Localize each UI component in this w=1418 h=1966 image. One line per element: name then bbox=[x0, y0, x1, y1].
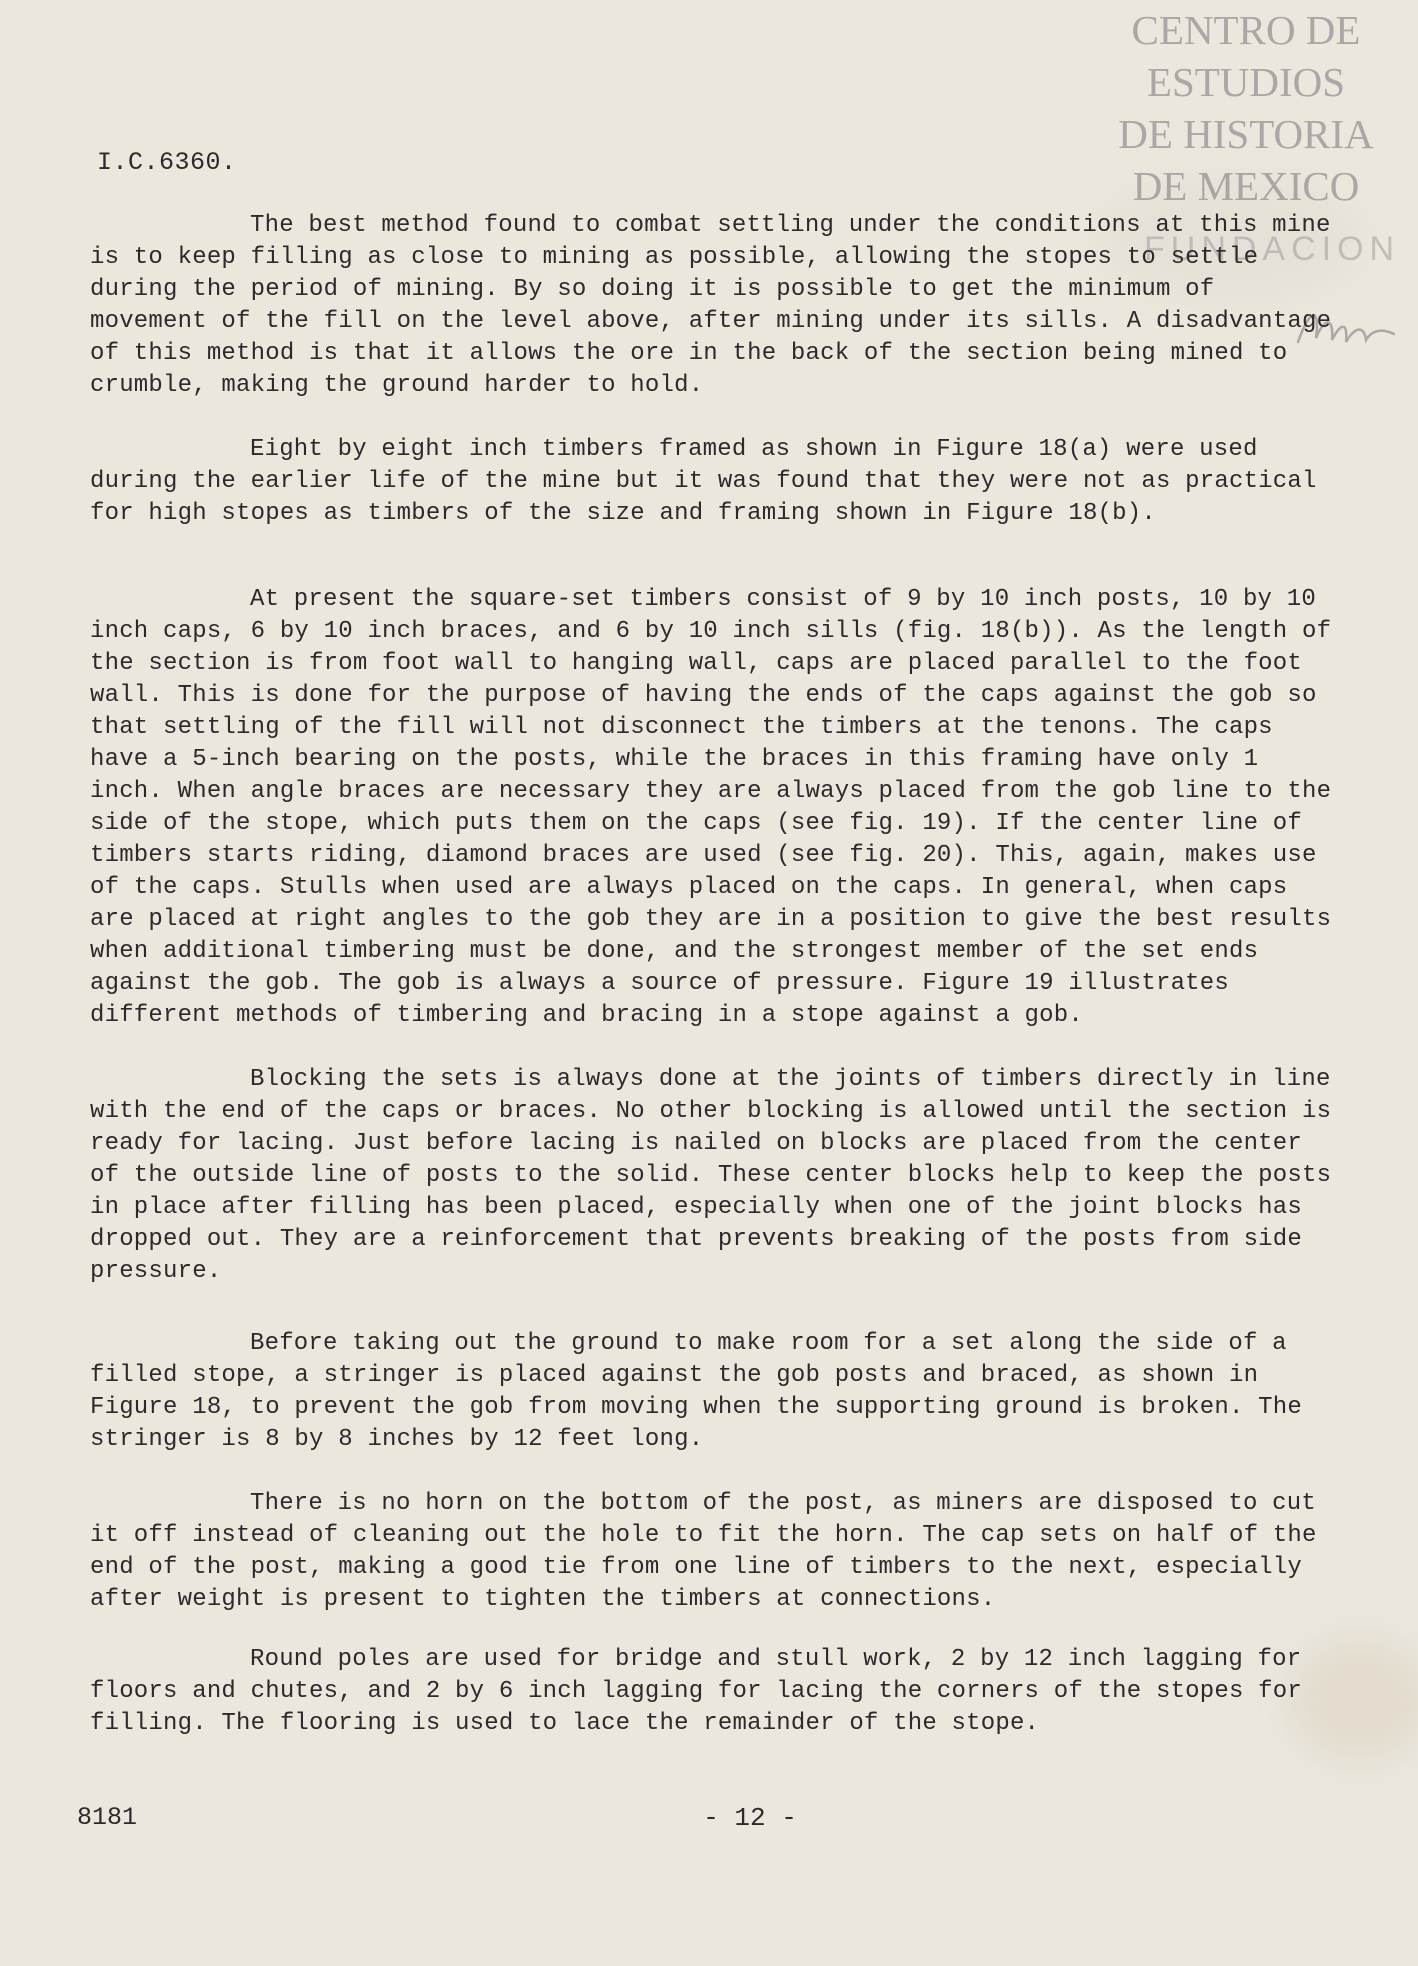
document-id: I.C.6360. bbox=[97, 148, 237, 177]
page-number: - 12 - bbox=[703, 1803, 797, 1833]
body-paragraph: Eight by eight inch timbers framed as shown in Figure 18(a) were used during the earlier life of the mine but it was found that they were not as practical for high stopes as timbers of the size and framing shown in Figure 18(b). bbox=[90, 436, 1317, 527]
watermark-line: ESTUDIOS bbox=[1146, 59, 1346, 105]
footer-code: 8181 bbox=[77, 1803, 138, 1832]
watermark-line: CENTRO DE bbox=[1131, 7, 1361, 53]
watermark-foundation: FUNDACION bbox=[1144, 230, 1401, 268]
archive-watermark bbox=[1096, 4, 1401, 268]
body-paragraph: There is no horn on the bottom of the post, as miners are disposed to cut it off instead of cleaning out the hole to fit the horn. The cap sets on half of the end of the post, making a good tie from one line of timbers to the next, especially after weight is present to tighten the timbers at connections. bbox=[90, 1490, 1317, 1613]
body-paragraph: Round poles are used for bridge and stull work, 2 by 12 inch lagging for floors and chutes, and 2 by 6 inch lagging for lacing the corners of the stopes for filling. The flooring is used to lace the remainder of the stope. bbox=[90, 1646, 1302, 1737]
watermark-line: DE MEXICO bbox=[1132, 163, 1360, 209]
body-paragraph: Blocking the sets is always done at the joints of timbers directly in line with the end of the caps or braces. No other blocking is allowed until the section is ready for lacing. Just before lacing is nailed on blocks are placed from the center of the outside line of posts to the solid. These center blocks help to keep the posts in place after filling has been placed, especially when one of the joint blocks has dropped out. They are a reinforcement that prevents breaking of the posts from side pressure. bbox=[90, 1066, 1332, 1285]
watermark-line: DE HISTORIA bbox=[1118, 111, 1374, 157]
body-paragraph: The best method found to combat settling under the conditions at this mine is to keep filling as close to mining as possible, allowing the stopes to settle during the period of mining. By so doing it is possible to get the minimum of movement of the fill on the level above, after mining under its sills. A disadvantage of this method is that it allows the ore in the back of the section being mined to crumble, making the ground harder to hold. bbox=[90, 212, 1332, 399]
document-body bbox=[90, 210, 1340, 1740]
body-paragraph: Before taking out the ground to make room for a set along the side of a filled stope, a stringer is placed against the gob posts and braced, as shown in Figure 18, to prevent the gob from moving when the supporting ground is broken. The stringer is 8 by 8 inches by 12 feet long. bbox=[90, 1330, 1302, 1453]
body-paragraph: At present the square-set timbers consist of 9 by 10 inch posts, 10 by 10 inch caps, 6 by 10 inch braces, and 6 by 10 inch sills (fig. 18(b)). As the length of the section is from foot wall to hanging wall, caps are placed parallel to the foot wall. This is done for the purpose of having the ends of the caps against the gob so that settling of the fill will not disconnect the timbers at the tenons. The caps have a 5-inch bearing on the posts, while the braces in this framing have only 1 inch. When angle braces are necessary they are always placed from the gob line to the side of the stope, which puts them on the caps (see fig. 19). If the center line of timbers starts riding, diamond braces are used (see fig. 20). This, again, makes use of the caps. Stulls when used are always placed on the caps. In general, when caps are placed at right angles to the gob they are in a position to give the best results when additional timbering must be done, and the strongest member of the set ends against the gob. The gob is always a source of pressure. Figure 19 illustrates different methods of timbering and bracing in a stope against a gob. bbox=[90, 586, 1332, 1029]
